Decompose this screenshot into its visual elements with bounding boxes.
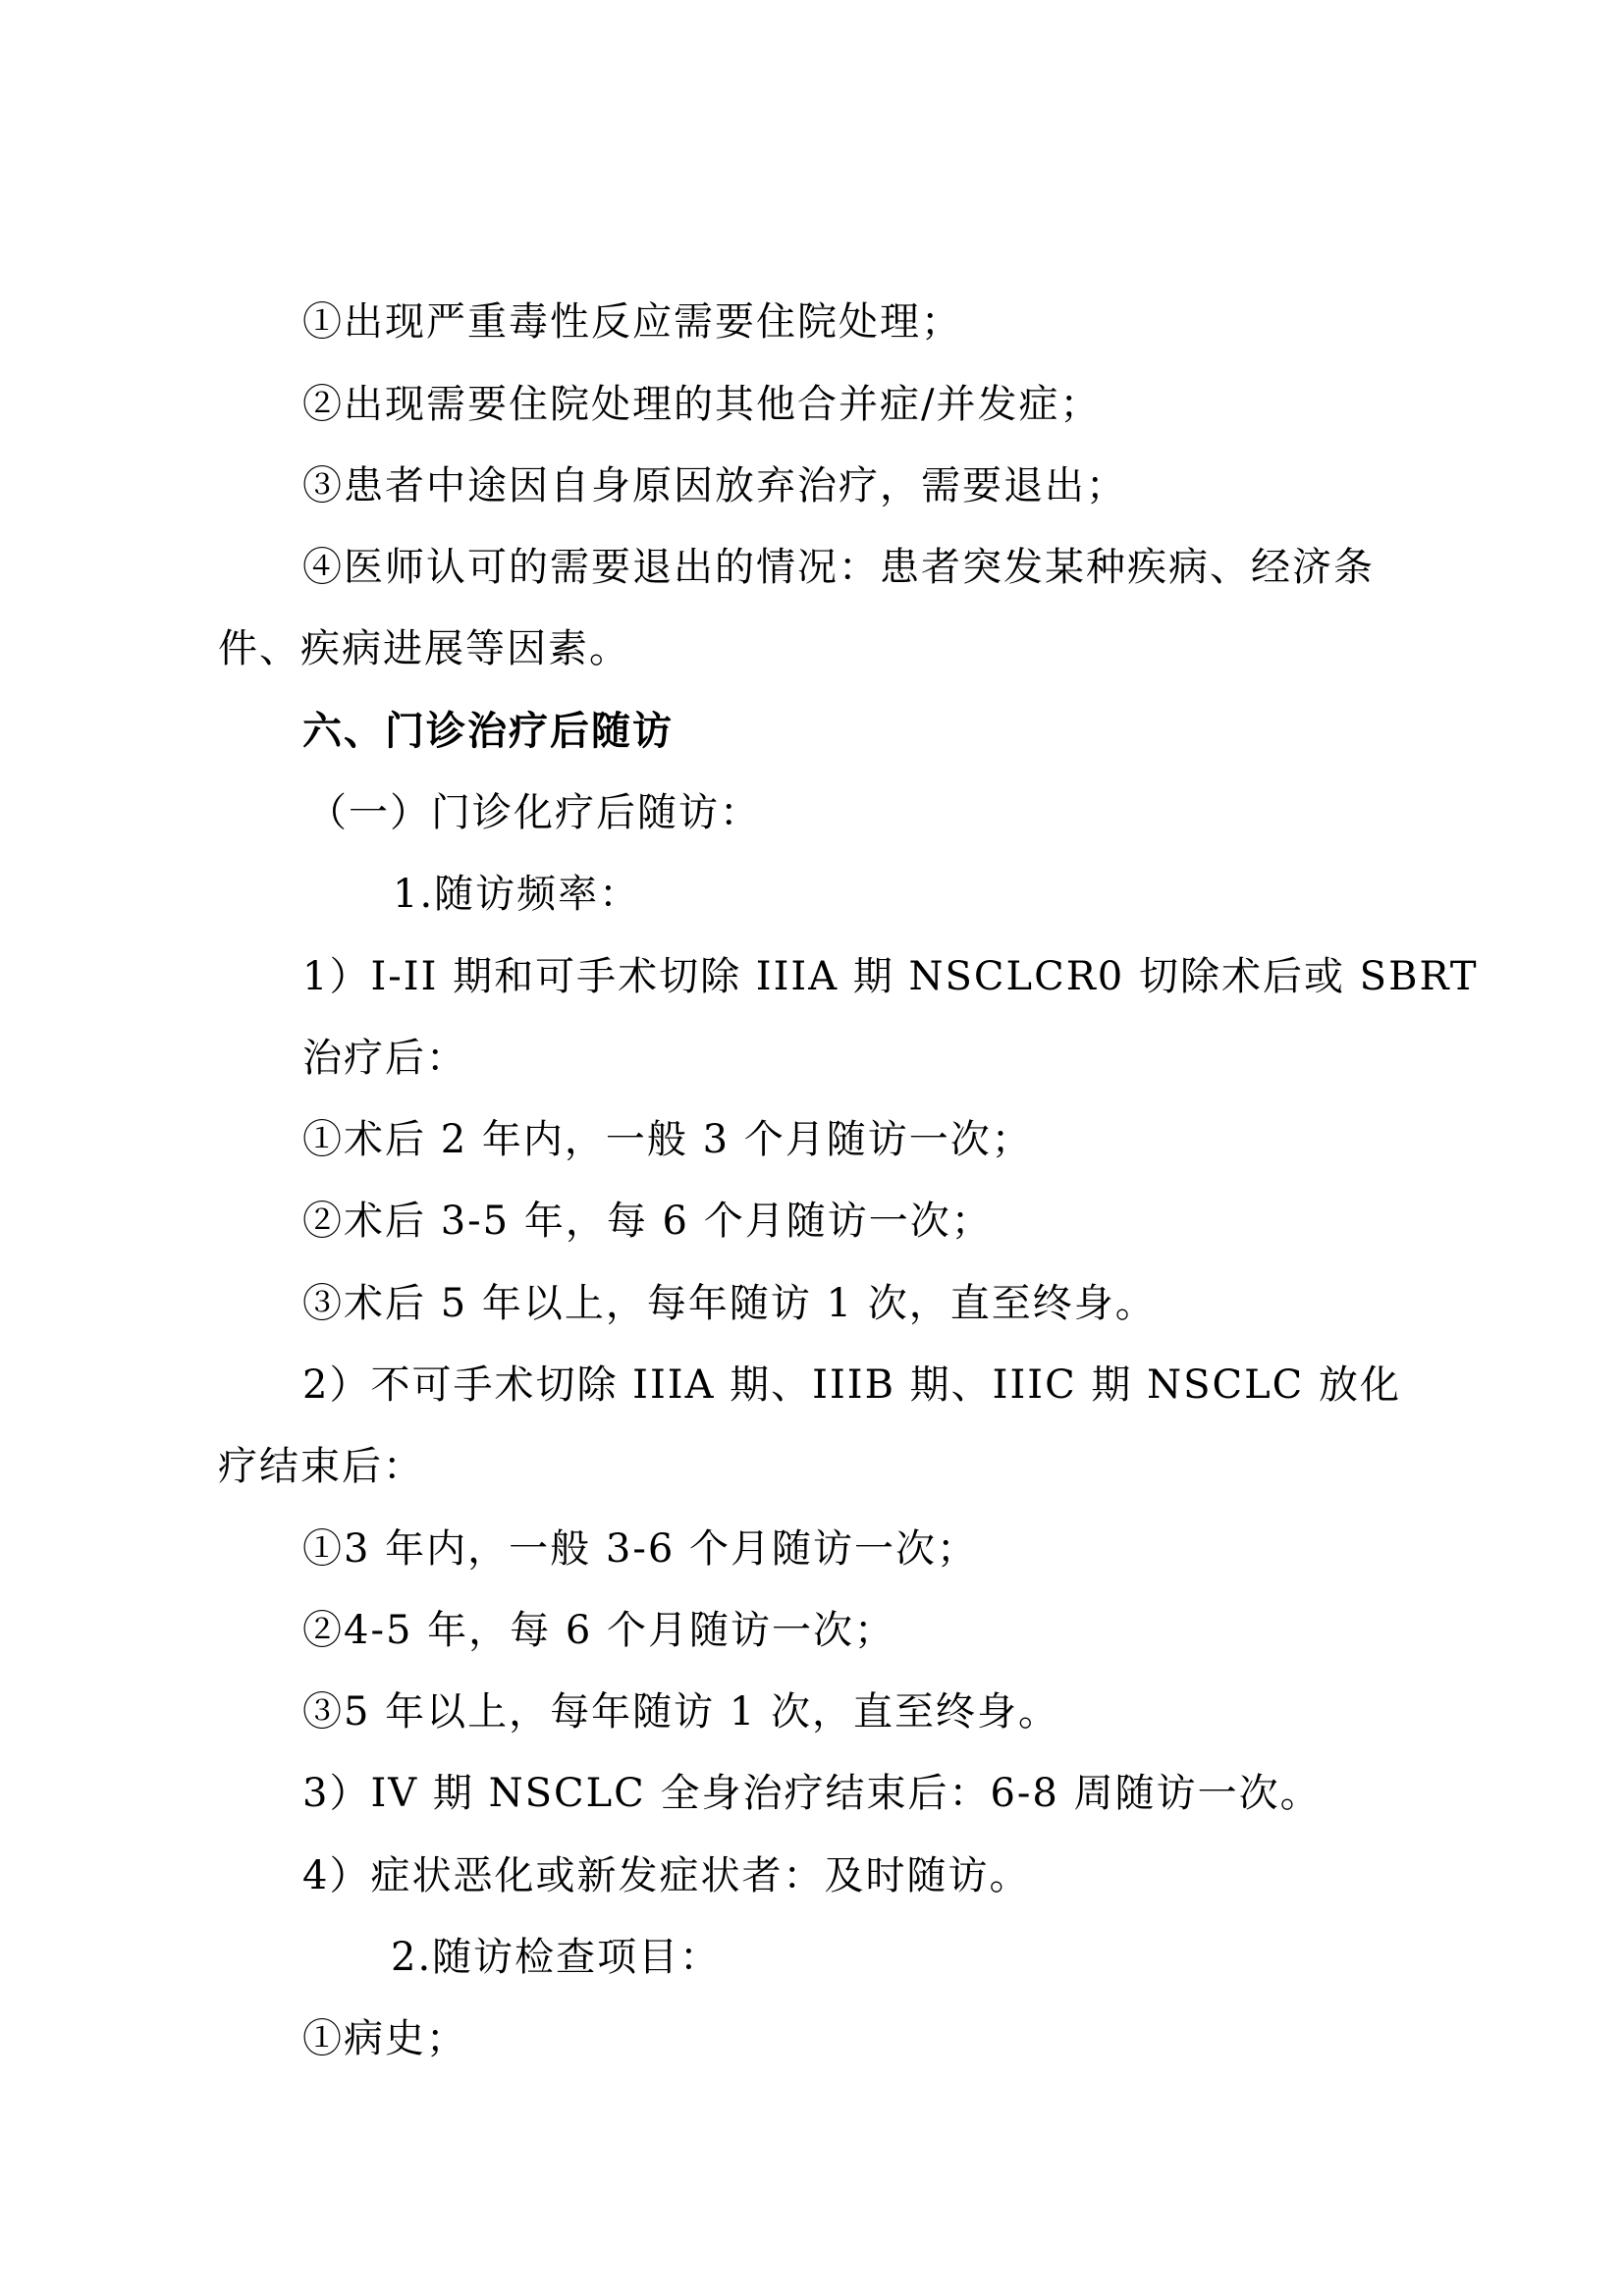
text-line: 2）不可手术切除 IIIA 期、IIIB 期、IIIC 期 NSCLC 放化 — [302, 1362, 1402, 1408]
text-line: ①3 年内，一般 3-6 个月随访一次； — [302, 1526, 979, 1572]
text-line: ②4-5 年，每 6 个月随访一次； — [302, 1608, 896, 1653]
text-line: 疗结束后： — [218, 1444, 424, 1489]
text-line: ②出现需要住院处理的其他合并症/并发症； — [302, 382, 1102, 427]
text-line: ④医师认可的需要退出的情况：患者突发某种疾病、经济条 — [302, 545, 1375, 590]
text-line: 件、疾病进展等因素。 — [218, 626, 630, 671]
subsection-heading: （一）门诊化疗后随访： — [307, 790, 761, 835]
text-line: ①出现严重毒性反应需要住院处理； — [302, 299, 962, 345]
text-line: ③患者中途因自身原因放弃治疗，需要退出； — [302, 463, 1127, 508]
text-line: 3）IV 期 NSCLC 全身治疗结束后：6-8 周随访一次。 — [302, 1771, 1322, 1816]
text-line: ③5 年以上，每年随访 1 次，直至终身。 — [302, 1689, 1060, 1735]
text-line: 1.随访频率： — [393, 872, 641, 917]
text-line: ①术后 2 年内，一般 3 个月随访一次； — [302, 1117, 1033, 1162]
text-line: 4）症状恶化或新发症状者：及时随访。 — [302, 1853, 1031, 1898]
text-line: ①病史； — [302, 2016, 467, 2061]
text-line: 1）I-II 期和可手术切除 IIIA 期 NSCLCR0 切除术后或 SBRT — [302, 954, 1479, 999]
text-line: 2.随访检查项目： — [391, 1935, 722, 1980]
text-line: ②术后 3-5 年，每 6 个月随访一次； — [302, 1199, 993, 1244]
section-heading: 六、门诊治疗后随访 — [302, 709, 674, 754]
text-line: ③术后 5 年以上，每年随访 1 次，直至终身。 — [302, 1281, 1157, 1326]
text-line: 治疗后： — [302, 1036, 467, 1081]
